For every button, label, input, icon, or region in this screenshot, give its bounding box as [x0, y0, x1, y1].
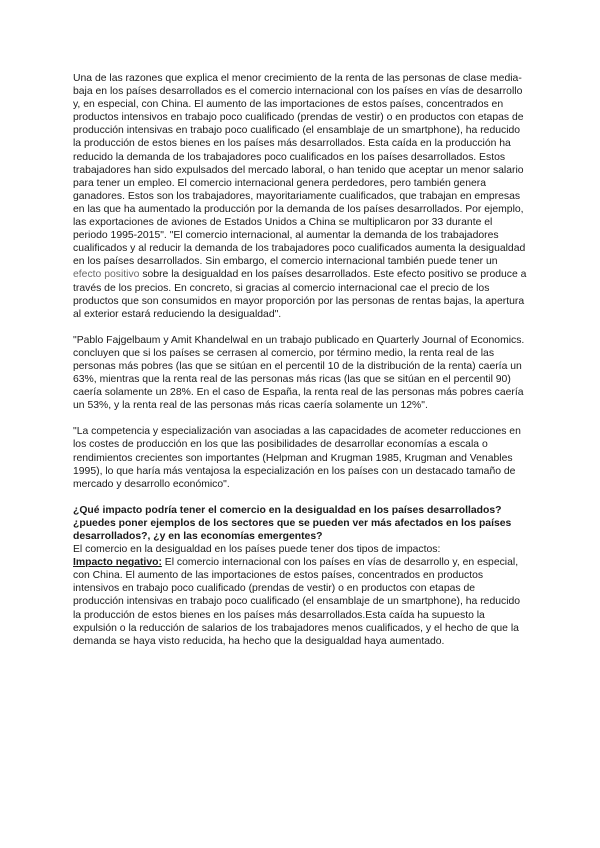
negative-impact-label: Impacto negativo:: [73, 557, 162, 569]
paragraph1-highlight: efecto positivo: [73, 269, 140, 281]
answer-intro: El comercio en la desigualdad en los países puede tener dos tipos de impactos:: [73, 544, 441, 556]
paragraph-competition-quote: "La competencia y especialización van asociadas a las capacidades de acometer reducciones en los costes de producción en los que las posibilidades de desarrollar economías a escala o rendimientos crecientes son importantes (Helpman and Krugman 1985, Krugman and Venables 1995), lo que haría más ventajosa la especialización en los países con un destacado tamaño de mercado y desarrollo económico".: [73, 426, 521, 490]
paragraph-trade-inequality: [73, 72, 528, 321]
negative-impact-text: El comercio internacional con los países en vías de desarrollo y, en especial, con China. El aumento de las importaciones de estos países, concentrados en productos intensivos en trabajo poco cualificado (prendas de vestir) o en productos con etapas de producción intensivas en trabajo poco cualificado (el ensamblaje de un smartphone), ha reducido la producción de estos bienes en los países más desarrollados.Esta caída ha supuesto la expulsión o la reducción de salarios de los trabajadores menos cualificados, y el hecho de que la demanda se haya visto reducida, ha hecho que la desigualdad haya aumentado.: [73, 557, 521, 647]
paragraph1-part2: sobre la desigualdad en los países desarrollados. Este efecto positivo se produce a través de los precios. En concreto, si gracias al comercio internacional cae el precio de los productos que son consumidos en mayor proporción por las personas de rentas bajas, la apertura al exterior estará reduciendo la desigualdad".: [73, 269, 527, 320]
negative-impact-paragraph: [73, 556, 528, 648]
document-body: [73, 72, 528, 648]
question-heading: ¿Qué impacto podría tener el comercio en la desigualdad en los países desarrollados? ¿puedes poner ejemplos de los sectores que se pueden ver más afectados en los países desarrollados?, ¿y en las economías emergentes?: [73, 504, 512, 542]
paragraph1-part1: Una de las razones que explica el menor crecimiento de la renta de las personas de clase media-baja en los países desarrollados es el comercio internacional con los países en vías de desarrollo y, en especial, con China. El aumento de las importaciones de estos países, concentrados en productos intensivos en trabajo poco cualificado (prendas de vestir) o en productos con etapas de producción intensivas en trabajo poco cualificado (el ensamblaje de un smartphone), ha reducido la producción de estos bienes en los países más desarrollados. Esta caída en la producción ha reducido la demanda de los trabajadores poco cualificados en los países desarrollados. Estos trabajadores han sido expulsados del mercado laboral, o han tenido que aceptar un menor salario para tener un empleo. El comercio internacional genera perdedores, pero también genera ganadores. Estos son los trabajadores, mayoritariamente cualificados, que trabajan en empresas en las que ha aumentado la producción por la demanda de los países desarrollados. Por ejemplo, las exportaciones de aviones de Estados Unidos a China se multiplicaron por 33 durante el periodo 1995-2015". "El comercio internacional, al aumentar la demanda de los trabajadores cualificados y al reducir la demanda de los trabajadores poco cualificados aumenta la desigualdad en los países desarrollados. Sin embargo, el comercio internacional también puede tener un: [73, 73, 526, 268]
paragraph-fajgelbaum-quote: "Pablo Fajgelbaum y Amit Khandelwal en un trabajo publicado en Quarterly Journal of Economics. concluyen que si los países se cerrasen al comercio, por término medio, la renta real de las personas más pobres (las que se sitúan en el percentil 10 de la distribución de la renta) caería un 63%, mientras que la renta real de las personas más ricas (las que se sitúan en el percentil 90) caería solamente un 28%. En el caso de España, la renta real de las personas más pobres caería un 53%, y la renta real de las personas más ricas caería solamente un 12%".: [73, 334, 525, 412]
